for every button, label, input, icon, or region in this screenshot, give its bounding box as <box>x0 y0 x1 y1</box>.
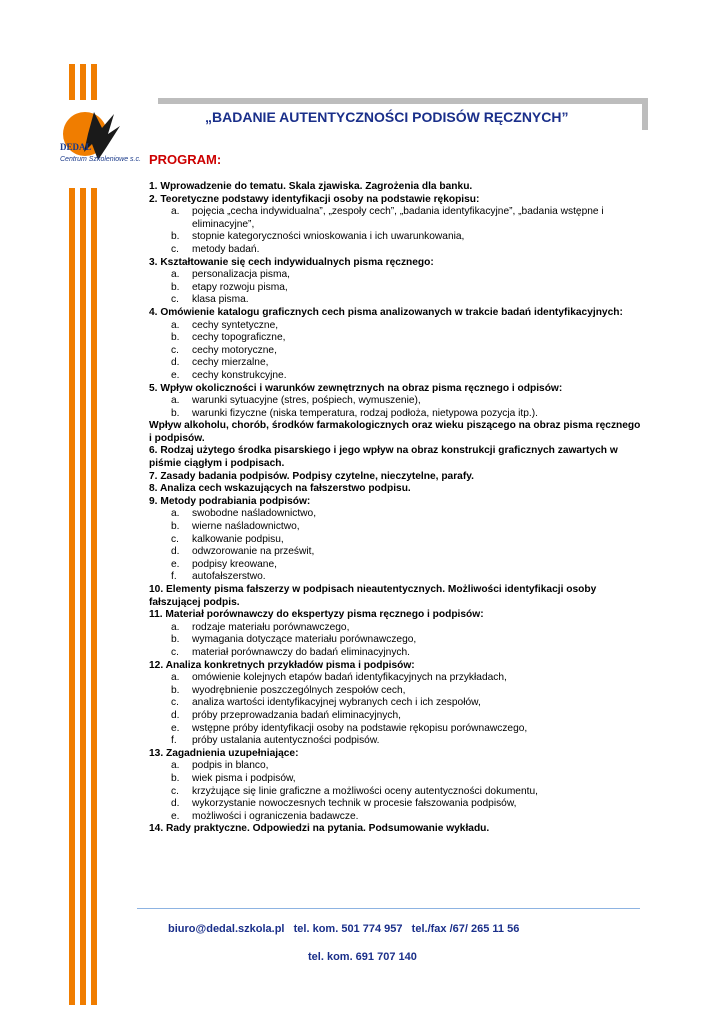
footer-contacts <box>168 923 519 935</box>
subitem-text: wiek pisma i podpisów, <box>192 772 296 784</box>
subitem-text: wyodrębnienie poszczególnych zespołów cech, <box>192 684 406 696</box>
subitem-text: wykorzystanie nowoczesnych technik w procesie fałszowania podpisów, <box>192 798 517 810</box>
subitem-letter: e. <box>171 369 180 381</box>
subitem-letter: b. <box>171 684 180 696</box>
subitem-text: omówienie kolejnych etapów badań identyfikacyjnych na przykładach, <box>192 672 507 684</box>
program-subitem <box>149 760 644 773</box>
program-subitem <box>149 685 644 698</box>
program-subitem <box>149 521 644 534</box>
footer-phone-2: tel. kom. 691 707 140 <box>308 951 417 963</box>
subitem-letter: c. <box>171 344 179 356</box>
program-label: PROGRAM: <box>149 152 222 167</box>
program-subitem <box>149 320 644 333</box>
logo-text: DEDAL <box>60 142 92 152</box>
subitem-letter: c. <box>171 697 179 709</box>
program-subitem <box>149 332 644 345</box>
program-section: 8. Analiza cech wskazujących na fałszerstwo podpisu. <box>149 483 411 495</box>
program-section: 12. Analiza konkretnych przykładów pisma i podpisów: <box>149 659 415 671</box>
subitem-letter: f. <box>171 735 177 747</box>
program-subitem <box>149 773 644 786</box>
subitem-text: materiał porównawczy do badań eliminacyjnych. <box>192 646 411 658</box>
logo-caption: Centrum Szkoleniowe s.c. <box>60 156 141 163</box>
subitem-letter: e. <box>171 558 180 570</box>
program-section: 6. Rodzaj użytego środka pisarskiego i jego wpływ na obraz konstrukcji graficznych zawartych w piśmie ciągłym i podpisach. <box>149 445 618 470</box>
program-subitem <box>149 534 644 547</box>
subitem-text: cechy mierzalne, <box>192 357 269 369</box>
decorative-bars-bottom <box>69 188 97 1005</box>
subitem-letter: b. <box>171 231 180 243</box>
footer-phone-1: tel. kom. 501 774 957 <box>293 923 403 935</box>
subitem-letter: b. <box>171 332 180 344</box>
subitem-text: podpisy kreowane, <box>192 558 277 570</box>
subitem-text: krzyżujące się linie graficzne a możliwości oceny autentyczności dokumentu, <box>192 785 538 797</box>
program-section: 4. Omówienie katalogu graficznych cech pisma analizowanych w trakcie badań identyfikacyjnych: <box>149 306 623 318</box>
program-subitem <box>149 786 644 799</box>
subitem-text: kalkowanie podpisu, <box>192 533 284 545</box>
program-subitem <box>149 559 644 572</box>
subitem-text: autofałszerstwo. <box>192 571 266 583</box>
subitem-letter: c. <box>171 243 179 255</box>
program-subitem <box>149 282 644 295</box>
program-section: 9. Metody podrabiania podpisów: <box>149 495 311 507</box>
subitem-text: próby przeprowadzania badań eliminacyjnych, <box>192 709 401 721</box>
subitem-letter: a. <box>171 395 180 407</box>
subitem-letter: a. <box>171 508 180 520</box>
subitem-text: metody badań. <box>192 243 260 255</box>
program-section: 14. Rady praktyczne. Odpowiedzi na pytania. Podsumowanie wykładu. <box>149 823 490 835</box>
program-subitem <box>149 622 644 635</box>
footer-fax: tel./fax /67/ 265 11 56 <box>411 923 520 935</box>
program-subitem <box>149 294 644 307</box>
program-section: 2. Teoretyczne podstawy identyfikacji osoby na podstawie rękopisu: <box>149 193 480 205</box>
subitem-text: cechy motoryczne, <box>192 344 277 356</box>
program-subitem <box>149 546 644 559</box>
program-subitem <box>149 244 644 257</box>
subitem-letter: d. <box>171 357 180 369</box>
subitem-text: warunki sytuacyjne (stres, pośpiech, wymuszenie), <box>192 395 421 407</box>
subitem-text: cechy topograficzne, <box>192 332 286 344</box>
program-subitem <box>149 697 644 710</box>
subitem-text: analiza wartości identyfikacyjnej wybranych cech i ich zespołów, <box>192 697 481 709</box>
subitem-letter: b. <box>171 772 180 784</box>
program-subitem <box>149 723 644 736</box>
subitem-text: warunki fizyczne (niska temperatura, rodzaj podłoża, nietypowa pozycja itp.). <box>192 407 538 419</box>
program-subitem <box>149 647 644 660</box>
subitem-text: swobodne naśladownictwo, <box>192 508 317 520</box>
program-subitem <box>149 206 644 231</box>
subitem-letter: d. <box>171 798 180 810</box>
program-subitem <box>149 811 644 824</box>
subitem-letter: b. <box>171 407 180 419</box>
decorative-bars-top <box>69 64 97 100</box>
subitem-letter: e. <box>171 722 180 734</box>
program-section: 7. Zasady badania podpisów. Podpisy czytelne, nieczytelne, parafy. <box>149 470 474 482</box>
subitem-text: odwzorowanie na prześwit, <box>192 546 315 558</box>
subitem-text: wierne naśladownictwo, <box>192 521 300 533</box>
footer-email[interactable]: biuro@dedal.szkola.pl <box>168 923 285 935</box>
subitem-text: personalizacja pisma, <box>192 269 290 281</box>
program-section: 3. Kształtowanie się cech indywidualnych pisma ręcznego: <box>149 256 434 268</box>
subitem-letter: a. <box>171 269 180 281</box>
program-subitem <box>149 508 644 521</box>
subitem-letter: b. <box>171 281 180 293</box>
subitem-letter: f. <box>171 571 177 583</box>
subitem-text: etapy rozwoju pisma, <box>192 281 288 293</box>
subitem-text: cechy syntetyczne, <box>192 319 279 331</box>
subitem-letter: c. <box>171 785 179 797</box>
subitem-text: wymagania dotyczące materiału porównawczego, <box>192 634 417 646</box>
subitem-text: wstępne próby identyfikacji osoby na podstawie rękopisu porównawczego, <box>192 722 528 734</box>
program-section: 10. Elementy pisma fałszerzy w podpisach nieautentycznych. Możliwości identyfikacji osoby fałszującej podpis. <box>149 584 597 608</box>
program-subitem <box>149 672 644 685</box>
program-list <box>149 181 644 836</box>
program-subitem <box>149 710 644 723</box>
program-subitem <box>149 370 644 383</box>
footer-divider <box>137 908 640 909</box>
subitem-letter: e. <box>171 810 180 822</box>
program-section: 13. Zagadnienia uzupełniające: <box>149 747 299 759</box>
subitem-letter: a. <box>171 760 180 772</box>
subitem-text: możliwości i ograniczenia badawcze. <box>192 810 359 822</box>
subitem-letter: a. <box>171 319 180 331</box>
subitem-text: klasa pisma. <box>192 294 249 306</box>
program-section: 5. Wpływ okoliczności i warunków zewnętrznych na obraz pisma ręcznego i odpisów: <box>149 382 563 394</box>
program-subitem <box>149 408 644 421</box>
program-subitem <box>149 395 644 408</box>
subitem-letter: a. <box>171 621 180 633</box>
subitem-letter: c. <box>171 294 179 306</box>
program-subitem <box>149 634 644 647</box>
program-subitem <box>149 571 644 584</box>
program-subitem <box>149 798 644 811</box>
subitem-letter: c. <box>171 533 179 545</box>
subitem-text: rodzaje materiału porównawczego, <box>192 621 350 633</box>
subitem-letter: d. <box>171 546 180 558</box>
program-section: 11. Materiał porównawczy do ekspertyzy pisma ręcznego i podpisów: <box>149 609 484 621</box>
subitem-letter: a. <box>171 206 180 218</box>
subitem-text: stopnie kategoryczności wnioskowania i ich uwarunkowania, <box>192 231 465 243</box>
subitem-text: podpis in blanco, <box>192 760 269 772</box>
subitem-letter: a. <box>171 672 180 684</box>
program-subitem <box>149 357 644 370</box>
program-subitem <box>149 231 644 244</box>
subitem-letter: b. <box>171 634 180 646</box>
program-subitem <box>149 735 644 748</box>
subitem-letter: b. <box>171 521 180 533</box>
program-section: Wpływ alkoholu, chorób, środków farmakologicznych oraz wieku piszącego na obraz pisma ręcznego i podpisów. <box>149 420 641 444</box>
subitem-letter: d. <box>171 709 180 721</box>
program-subitem <box>149 345 644 358</box>
subitem-text: próby ustalania autentyczności podpisów. <box>192 735 380 747</box>
program-subitem <box>149 269 644 282</box>
subitem-letter: c. <box>171 646 179 658</box>
subitem-text: pojęcia „cecha indywidualna”, „zespoły cech”, „badania identyfikacyjne”, „badania wstępne i eliminacyjne”, <box>192 206 604 230</box>
subitem-text: cechy konstrukcyjne. <box>192 369 287 381</box>
program-section: 1. Wprowadzenie do tematu. Skala zjawiska. Zagrożenia dla banku. <box>149 181 473 192</box>
page-title: „BADANIE AUTENTYCZNOŚCI PODISÓW RĘCZNYCH” <box>205 109 569 125</box>
